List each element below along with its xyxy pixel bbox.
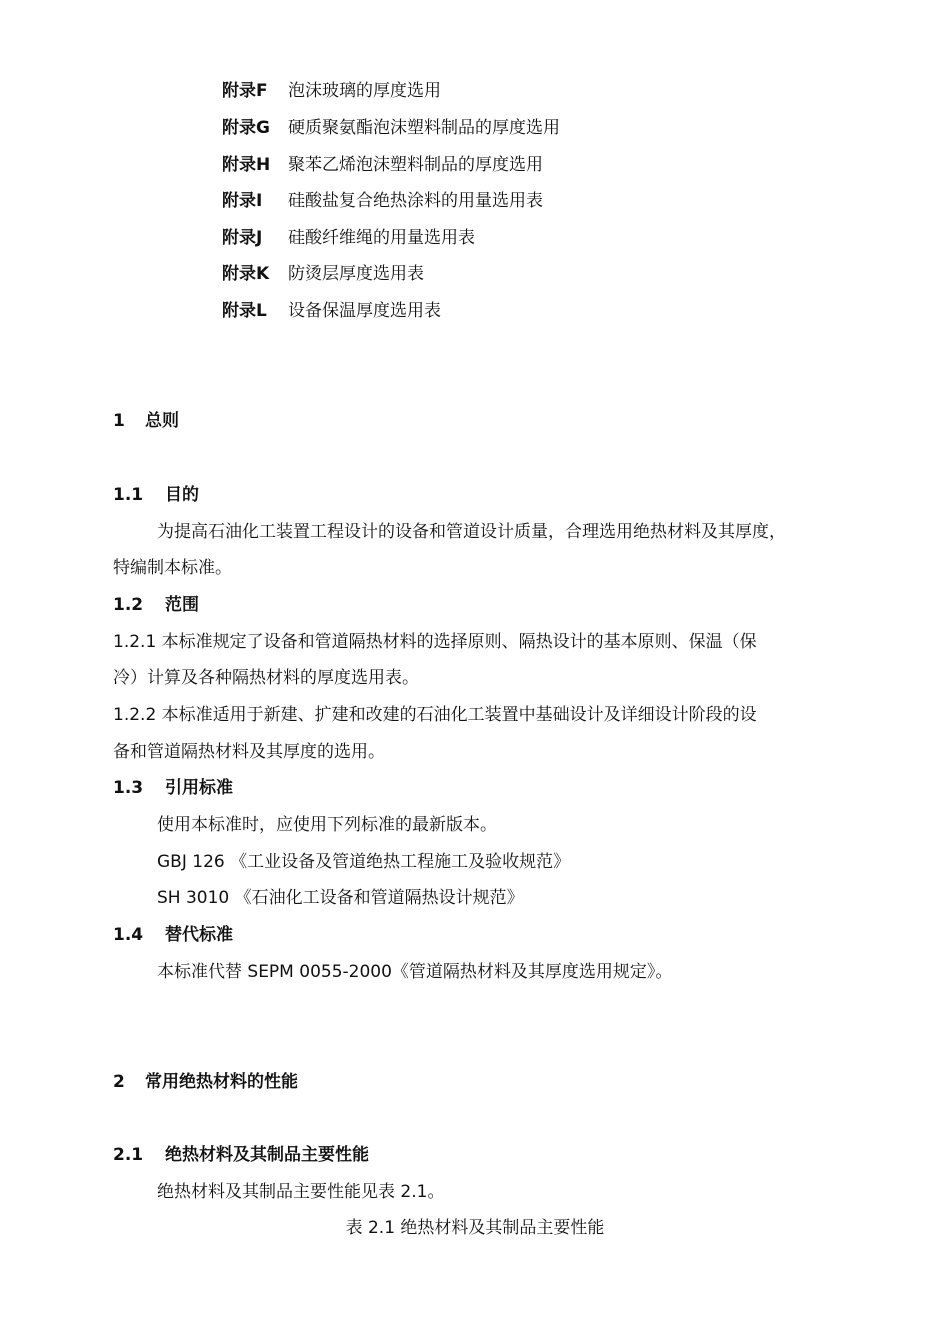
appendix-item	[222, 300, 441, 322]
paragraph-line: 使用本标准时，应使用下列标准的最新版本。	[157, 815, 497, 835]
section-number: 1	[113, 411, 125, 431]
appendix-item	[222, 154, 543, 176]
section-number: 2	[113, 1072, 125, 1092]
section-heading	[113, 1071, 298, 1093]
paragraph-line: 1.2.1 本标准规定了设备和管道隔热材料的选择原则、隔热设计的基本原则、保温（保	[113, 632, 757, 652]
appendix-label: 附录H	[222, 155, 271, 175]
reference-item: SH 3010 《石油化工设备和管道隔热设计规范》	[157, 888, 524, 908]
appendix-title: 设备保温厚度选用表	[288, 301, 441, 321]
paragraph-line: 绝热材料及其制品主要性能见表 2.1。	[157, 1182, 445, 1202]
paragraph-line: 冷）计算及各种隔热材料的厚度选用表。	[113, 668, 419, 688]
appendix-title: 聚苯乙烯泡沫塑料制品的厚度选用	[288, 155, 543, 175]
subsection-title: 绝热材料及其制品主要性能	[165, 1145, 369, 1165]
subsection-title: 目的	[165, 485, 199, 505]
subsection-heading	[113, 594, 199, 616]
subsection-heading	[113, 924, 233, 946]
appendix-label: 附录L	[222, 301, 267, 321]
section-heading	[113, 410, 179, 432]
appendix-title: 防烫层厚度选用表	[288, 264, 424, 284]
appendix-title: 硅酸盐复合绝热涂料的用量选用表	[288, 191, 543, 211]
subsection-title: 替代标准	[165, 925, 233, 945]
paragraph-line: 特编制本标准。	[113, 558, 232, 578]
subsection-heading	[113, 484, 199, 506]
paragraph-line: 本标准代替 SEPM 0055-2000《管道隔热材料及其厚度选用规定》。	[157, 962, 673, 982]
appendix-title: 硅酸纤维绳的用量选用表	[288, 228, 475, 248]
subsection-number: 1.2	[113, 595, 144, 615]
subsection-number: 1.3	[113, 778, 144, 798]
appendix-label: 附录J	[222, 228, 263, 248]
subsection-heading	[113, 1144, 369, 1166]
subsection-title: 范围	[165, 595, 199, 615]
appendix-label: 附录F	[222, 81, 268, 101]
appendix-label: 附录G	[222, 118, 270, 138]
subsection-number: 1.1	[113, 485, 144, 505]
appendix-title: 泡沫玻璃的厚度选用	[288, 81, 441, 101]
appendix-title: 硬质聚氨酯泡沫塑料制品的厚度选用	[288, 118, 560, 138]
subsection-title: 引用标准	[165, 778, 233, 798]
section-title: 总则	[145, 411, 179, 431]
paragraph-line: 备和管道隔热材料及其厚度的选用。	[113, 742, 385, 762]
appendix-item	[222, 117, 560, 139]
subsection-heading	[113, 777, 233, 799]
paragraph-line: 为提高石油化工装置工程设计的设备和管道设计质量，合理选用绝热材料及其厚度，	[157, 522, 786, 542]
subsection-number: 2.1	[113, 1145, 144, 1165]
appendix-item	[222, 190, 543, 212]
appendix-item	[222, 263, 424, 285]
table-caption: 表 2.1 绝热材料及其制品主要性能	[345, 1218, 605, 1238]
appendix-label: 附录I	[222, 191, 263, 211]
paragraph-line: 1.2.2 本标准适用于新建、扩建和改建的石油化工装置中基础设计及详细设计阶段的设	[113, 705, 757, 725]
subsection-number: 1.4	[113, 925, 144, 945]
appendix-item	[222, 80, 441, 102]
section-title: 常用绝热材料的性能	[145, 1072, 298, 1092]
reference-item: GBJ 126 《工业设备及管道绝热工程施工及验收规范》	[157, 852, 571, 872]
appendix-label: 附录K	[222, 264, 270, 284]
appendix-item	[222, 227, 475, 249]
